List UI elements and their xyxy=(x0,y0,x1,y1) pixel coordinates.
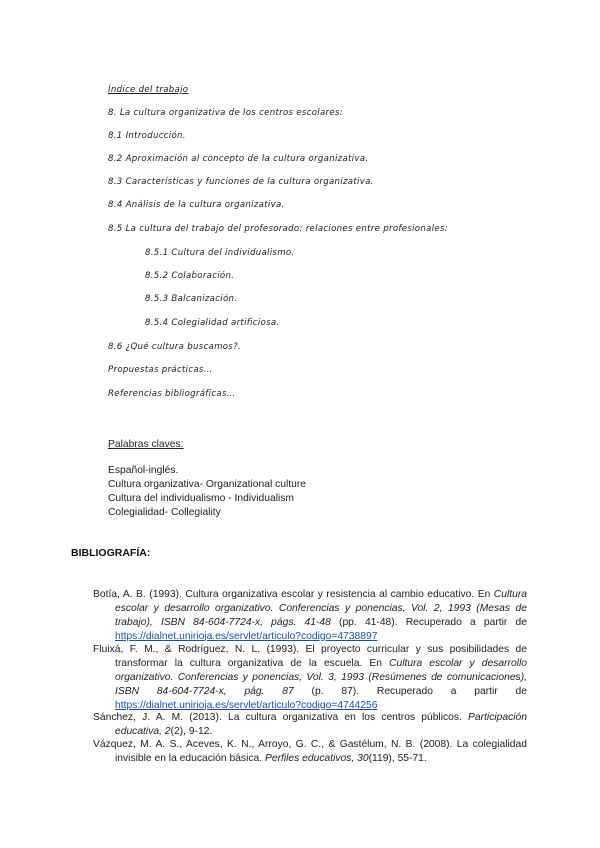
reference-entry xyxy=(93,711,527,739)
keywords-title: Palabras claves: xyxy=(108,439,184,450)
index-subitem: 8.5.1 Cultura del individualismo. xyxy=(145,248,295,258)
index-item: 8.6 ¿Qué cultura buscamos?. xyxy=(108,342,241,352)
index-item: 8.2 Aproximación al concepto de la cultura organizativa. xyxy=(108,154,369,164)
reference-text: Vázquez, M. A. S., Aceves, K. N., Arroyo, G. C., & Gastélum, N. B. (2008). La colegialidad invisible en la educación básica. xyxy=(93,739,527,764)
reference-link[interactable]: https://dialnet.unirioja.es/servlet/articulo?codigo=4738897 xyxy=(115,630,378,642)
index-item: Referencias bibliográficas… xyxy=(108,389,236,399)
keyword-line: Español-inglés. xyxy=(108,465,179,476)
index-subitem: 8.5.4 Colegialidad artificiosa. xyxy=(145,318,280,328)
reference-source: Cultura escolar y desarrollo organizativo. Conferencias y ponencias, Vol. 2, 1993 (Mesas de trabajo), ISBN 84-604-7724-x, págs. 41-48 xyxy=(115,589,527,628)
reference-text: Sánchez, J. A. M. (2013). La cultura organizativa en los centros públicos. xyxy=(93,712,469,723)
keyword-line: Colegialidad- Collegiality xyxy=(108,507,221,518)
reference-entry xyxy=(93,643,527,713)
index-item: 8. La cultura organizativa de los centros escolares: xyxy=(108,108,343,118)
index-subitem: 8.5.2 Colaboración. xyxy=(145,271,235,281)
reference-source: Perfiles educativos, 30 xyxy=(264,752,369,764)
reference-text: (2), 9-12. xyxy=(170,725,213,737)
index-item: Propuestas prácticas… xyxy=(108,365,213,375)
reference-source: Participación educativa, 2 xyxy=(115,712,527,737)
index-item: 8.3 Características y funciones de la cultura organizativa. xyxy=(108,177,374,187)
reference-entry xyxy=(93,588,527,644)
index-item: 8.4 Análisis de la cultura organizativa. xyxy=(108,200,285,210)
index-item: 8.1 Introducción. xyxy=(108,131,186,141)
index-title: Índice del trabajo xyxy=(108,85,189,95)
reference-text: (p. 87). Recuperado a partir de xyxy=(293,685,527,697)
keyword-line: Cultura del individualismo - Individualism xyxy=(108,493,294,504)
reference-text: Botía, A. B. (1993). Cultura organizativa escolar y resistencia al cambio educativo. En xyxy=(93,589,494,600)
index-item: 8.5 La cultura del trabajo del profesorado: relaciones entre profesionales: xyxy=(108,224,448,234)
index-subitem: 8.5.3 Balcanización. xyxy=(145,294,238,304)
reference-link[interactable]: https://dialnet.unirioja.es/servlet/articulo?codigo=4744256 xyxy=(115,699,378,711)
keyword-line: Cultura organizativa- Organizational culture xyxy=(108,479,307,490)
reference-entry xyxy=(93,738,527,766)
reference-text: (pp. 41-48). Recuperado a partir de xyxy=(330,616,527,628)
reference-source: Cultura escolar y desarrollo organizativo. Conferencias y ponencias, Vol. 3, 1993 (Resúmenes de comunicaciones), ISBN 84-604-7724-x, pág. 87 xyxy=(115,657,527,697)
reference-text: Fluixá, F. M., & Rodríguez, N. L. (1993). El proyecto curricular y sus posibilidades de transformar la cultura organizativa de la escuela. En xyxy=(93,644,527,669)
bibliography-title: BIBLIOGRAFÍA: xyxy=(71,547,151,559)
reference-text: (119), 55-71. xyxy=(368,752,427,764)
